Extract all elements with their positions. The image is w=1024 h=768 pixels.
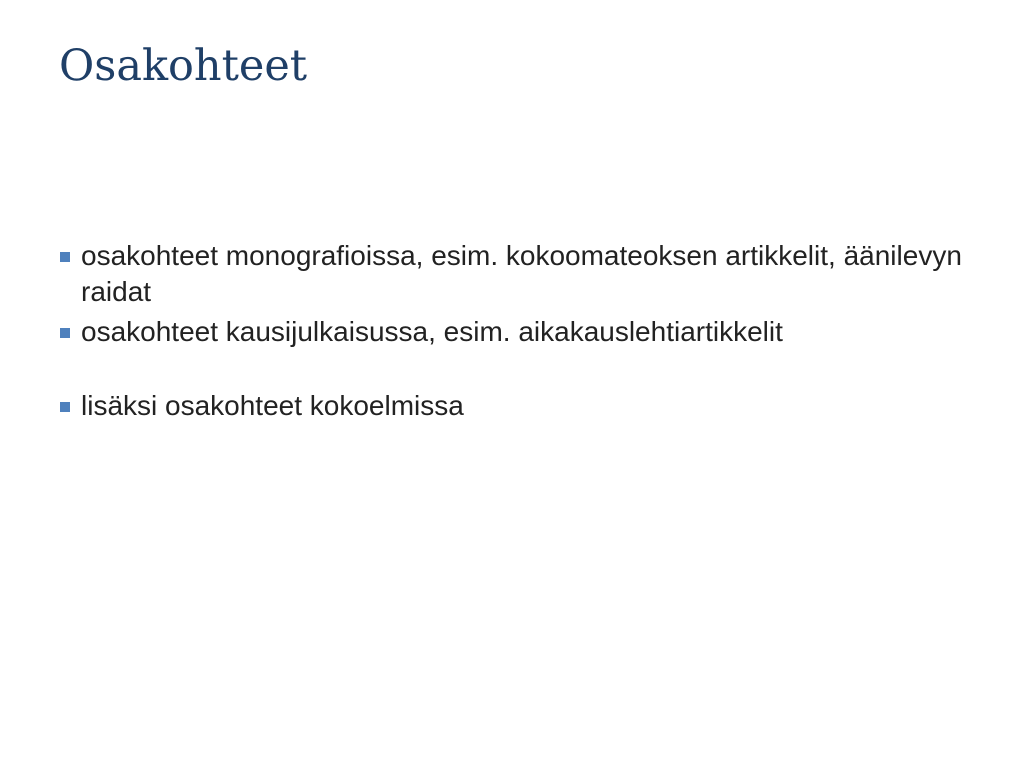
square-bullet-icon [60,402,70,412]
slide-title: Osakohteet [59,41,308,91]
bullet-list [60,238,980,424]
bullet-item [60,238,980,310]
square-bullet-icon [60,252,70,262]
bullet-item [60,388,980,424]
bullet-text: lisäksi osakohteet kokoelmissa [81,390,464,421]
bullet-text: osakohteet kausijulkaisussa, esim. aikakauslehtiartikkelit [81,316,783,347]
bullet-text: osakohteet monografioissa, esim. kokoomateoksen artikkelit, äänilevyn raidat [81,240,962,307]
square-bullet-icon [60,328,70,338]
bullet-item [60,314,980,350]
